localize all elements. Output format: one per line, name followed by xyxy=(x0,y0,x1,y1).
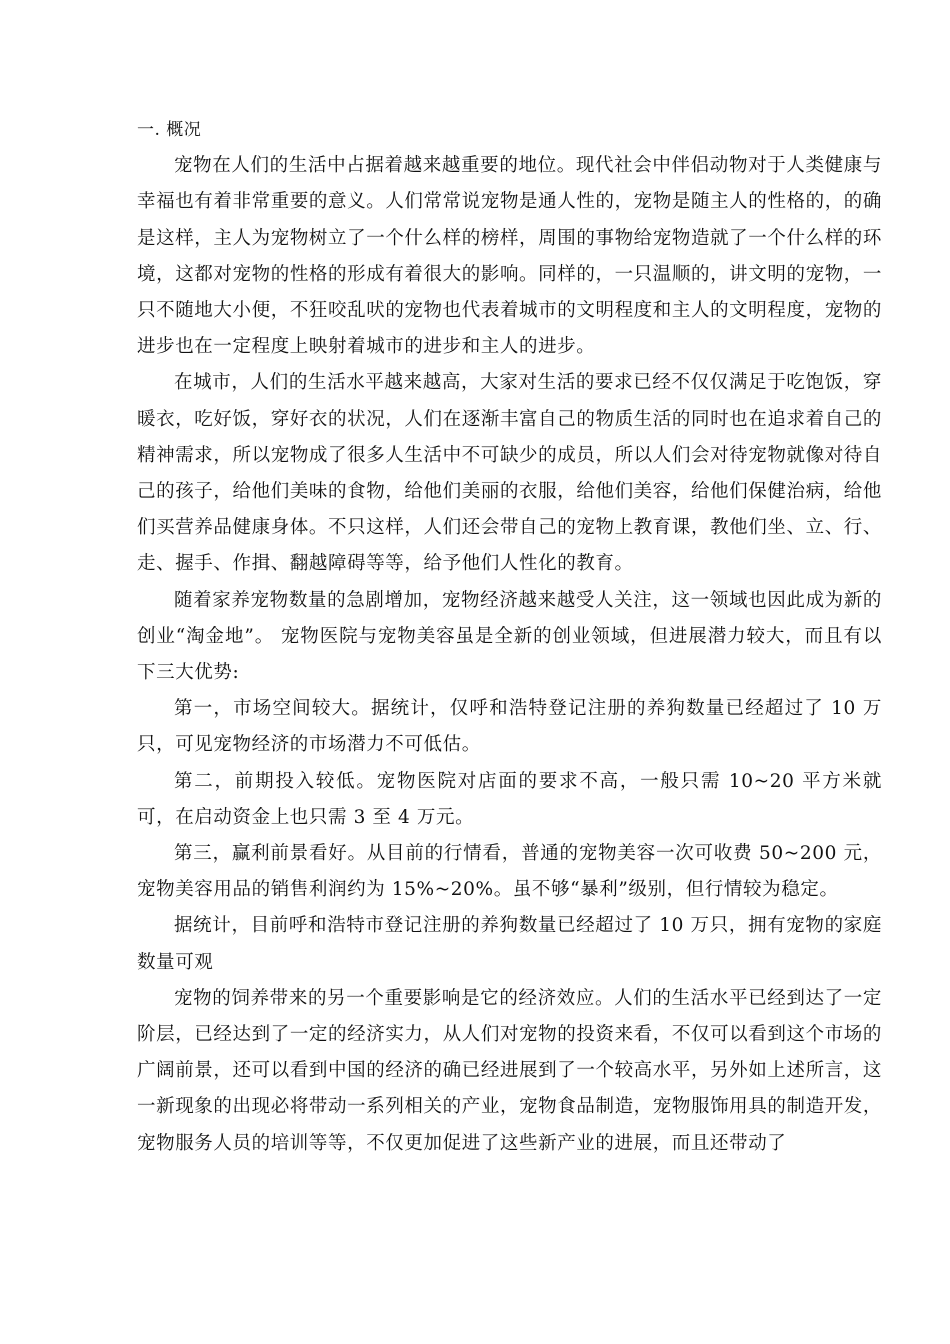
paragraph-economic-effect: 宠物的饲养带来的另一个重要影响是它的经济效应。人们的生活水平已经到达了一定阶层，已经达到了一定的经济实力，从人们对宠物的投资来看，不仅可以看到这个市场的广阔前景，还可以看到中国的经济的确已经进展到了一个较高水平，另外如上述所言，这一新现象的出现必将带动一系列相关的产业，宠物食品制造，宠物服饰用具的制造开发，宠物服务人员的培训等等，不仅更加促进了这些新产业的进展，而且还带动了 xyxy=(137,987,882,1154)
paragraph-advantage-3: 第三，赢利前景看好。从目前的行情看，普通的宠物美容一次可收费 50~200 元，宠物美容用品的销售利润约为 15%~20%。虽不够“暴利”级别，但行情较为稳定。 xyxy=(137,843,882,901)
paragraph-advantage-2: 第二，前期投入较低。宠物医院对店面的要求不高，一般只需 10~20 平方米就可，在启动资金上也只需 3 至 4 万元。 xyxy=(137,770,882,828)
section-heading: 一. 概况 xyxy=(137,120,202,140)
paragraph-pet-economy: 随着家养宠物数量的急剧增加，宠物经济越来越受人关注，这一领域也因此成为新的创业“淘金地”。 宠物医院与宠物美容虽是全新的创业领域，但进展潜力较大，而且有以下三大优势: xyxy=(137,589,882,684)
paragraph-advantage-1: 第一，市场空间较大。据统计，仅呼和浩特登记注册的养狗数量已经超过了 10 万只，可见宠物经济的市场潜力不可低估。 xyxy=(137,698,882,756)
paragraph-overview: 宠物在人们的生活中占据着越来越重要的地位。现代社会中伴侣动物对于人类健康与幸福也有着非常重要的意义。人们常常说宠物是通人性的，宠物是随主人的性格的，的确是这样，主人为宠物树立了一个什么样的榜样，周围的事物给宠物造就了一个什么样的环境，这都对宠物的性格的形成有着很大的影响。同样的，一只温顺的，讲文明的宠物，一只不随地大小便，不狂咬乱吠的宠物也代表着城市的文明程度和主人的文明程度，宠物的进步也在一定程度上映射着城市的进步和主人的进步。 xyxy=(137,155,882,358)
paragraph-city-life: 在城市，人们的生活水平越来越高，大家对生活的要求已经不仅仅满足于吃饱饭，穿暖衣，吃好饭，穿好衣的状况，人们在逐渐丰富自己的物质生活的同时也在追求着自己的精神需求，所以宠物成了很多人生活中不可缺少的成员，所以人们会对待宠物就像对待自己的孩子，给他们美味的食物，给他们美丽的衣服，给他们美容，给他们保健治病，给他们买营养品健康身体。不只这样，人们还会带自己的宠物上教育课，教他们坐、立、行、走、握手、作揖、翻越障碍等等，给予他们人性化的教育。 xyxy=(137,372,882,575)
paragraph-statistics: 据统计，目前呼和浩特市登记注册的养狗数量已经超过了 10 万只，拥有宠物的家庭数量可观 xyxy=(137,915,882,973)
document-body xyxy=(137,112,882,1162)
